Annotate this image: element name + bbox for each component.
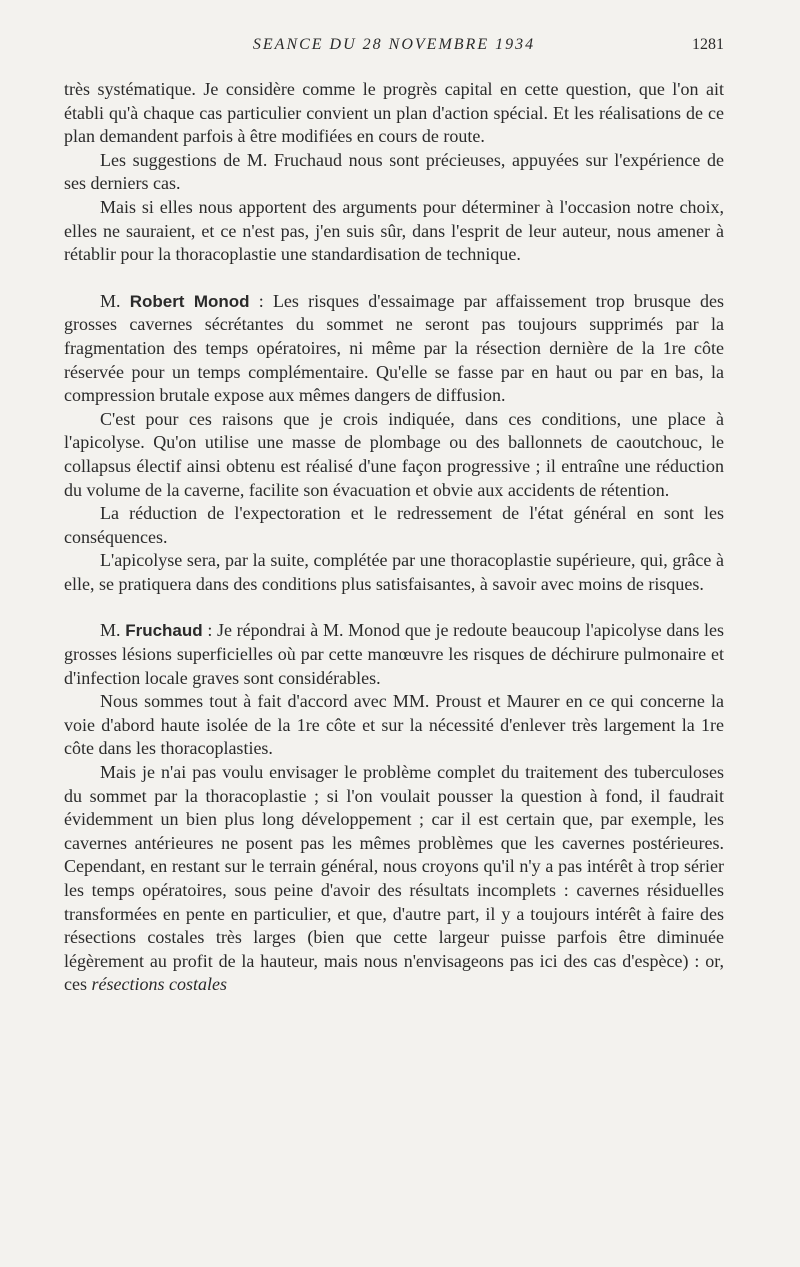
paragraph: Mais si elles nous apportent des arguments pour déterminer à l'occasion notre choix, elles ne sauraient, et ce n'est pas, j'en suis sûr, dans l'esprit de leur auteur, nous amener à rétablir pour la thoracoplastie une standardisation de technique. <box>64 196 724 265</box>
paragraph <box>64 761 724 997</box>
paragraph: Les suggestions de M. Fruchaud nous sont précieuses, appuyées sur l'expérience de ses derniers cas. <box>64 149 724 194</box>
italic-continuation: résections costales <box>91 974 227 995</box>
paragraph: La réduction de l'expectoration et le redressement de l'état général en sont les conséquences. <box>64 503 724 547</box>
paragraph: Nous sommes tout à fait d'accord avec MM. Proust et Maurer en ce qui concerne la voie d'abord haute isolée de la 1re côte et sur la nécessité d'enlever très largement la 1re côte dans les thoracoplasties. <box>64 691 724 759</box>
speech-text: : Je répondrai à M. Monod que je redoute beaucoup l'apicolyse dans les grosses lésions superficielles où par cette manœuvre les risques de déchirure pulmonaire et d'infection locale graves sont considérables. <box>64 620 724 688</box>
paragraph-text: Mais je n'ai pas voulu envisager le problème complet du traitement des tuberculoses du sommet par la thoracoplastie ; si l'on voulait pousser la question à fond, il faudrait évidemment un bien plus long développement ; car il est certain que, par exemple, les cavernes antérieures ne posent pas les mêmes problèmes que les cavernes postérieures. Cependant, en restant sur le terrain général, nous croyons qu'il n'y a pas intérêt à trop sérier les temps opératoires, sous peine d'avoir des résultats incomplets : cavernes résiduelles transformées en pente en particulier, et que, d'autre part, il y a toujours intérêt à faire des résections costales très larges (bien que cette largeur puisse parfois être diminuée légèrement au profit de la hauteur, mais nous n'envisageons pas ici des cas d'espèce) : or, ces <box>64 762 724 995</box>
speaker-prefix: M. <box>100 620 126 641</box>
paragraph: L'apicolyse sera, par la suite, complétée par une thoracoplastie supérieure, qui, grâce à elle, se pratiquera dans des conditions plus satisfaisantes, à savoir avec moins de risques. <box>64 550 724 594</box>
paragraph: très systématique. Je considère comme le progrès capital en cette question, que l'on ait établi qu'à chaque cas particulier convient un plan d'action spécial. Et les réalisations de ce plan demandent parfois à être modifiées en cours de route. <box>64 79 724 147</box>
speaker-name: Fruchaud <box>125 621 203 641</box>
page-header <box>64 36 724 60</box>
speech-paragraph <box>64 619 724 690</box>
speaker-prefix: M. <box>100 290 130 311</box>
speech-text: : Les risques d'essaimage par affaissement trop brusque des grosses cavernes sécrétantes du sommet ne seront pas toujours supprimés par la fragmentation des temps opératoires, ni même par la résection dernière de la 1re côte réservée pour un temps complémentaire. Qu'elle se fasse par en haut ou par en bas, la compression brutale expose aux mêmes dangers de diffusion. <box>64 290 724 406</box>
running-title: SEANCE DU 28 NOVEMBRE 1934 <box>252 36 536 53</box>
page-number: 1281 <box>692 36 724 53</box>
speaker-name: Robert Monod <box>129 291 250 311</box>
paragraph: C'est pour ces raisons que je crois indiquée, dans ces conditions, une place à l'apicolyse. Qu'on utilise une masse de plombage ou des ballonnets de caoutchouc, le collapsus électif ainsi obtenu est réalisé d'une façon progressive ; il entraîne une réduction du volume de la caverne, facilite son évacuation et obvie aux accidents de rétention. <box>64 408 724 500</box>
speech-paragraph <box>64 290 724 408</box>
body-text <box>64 78 724 997</box>
